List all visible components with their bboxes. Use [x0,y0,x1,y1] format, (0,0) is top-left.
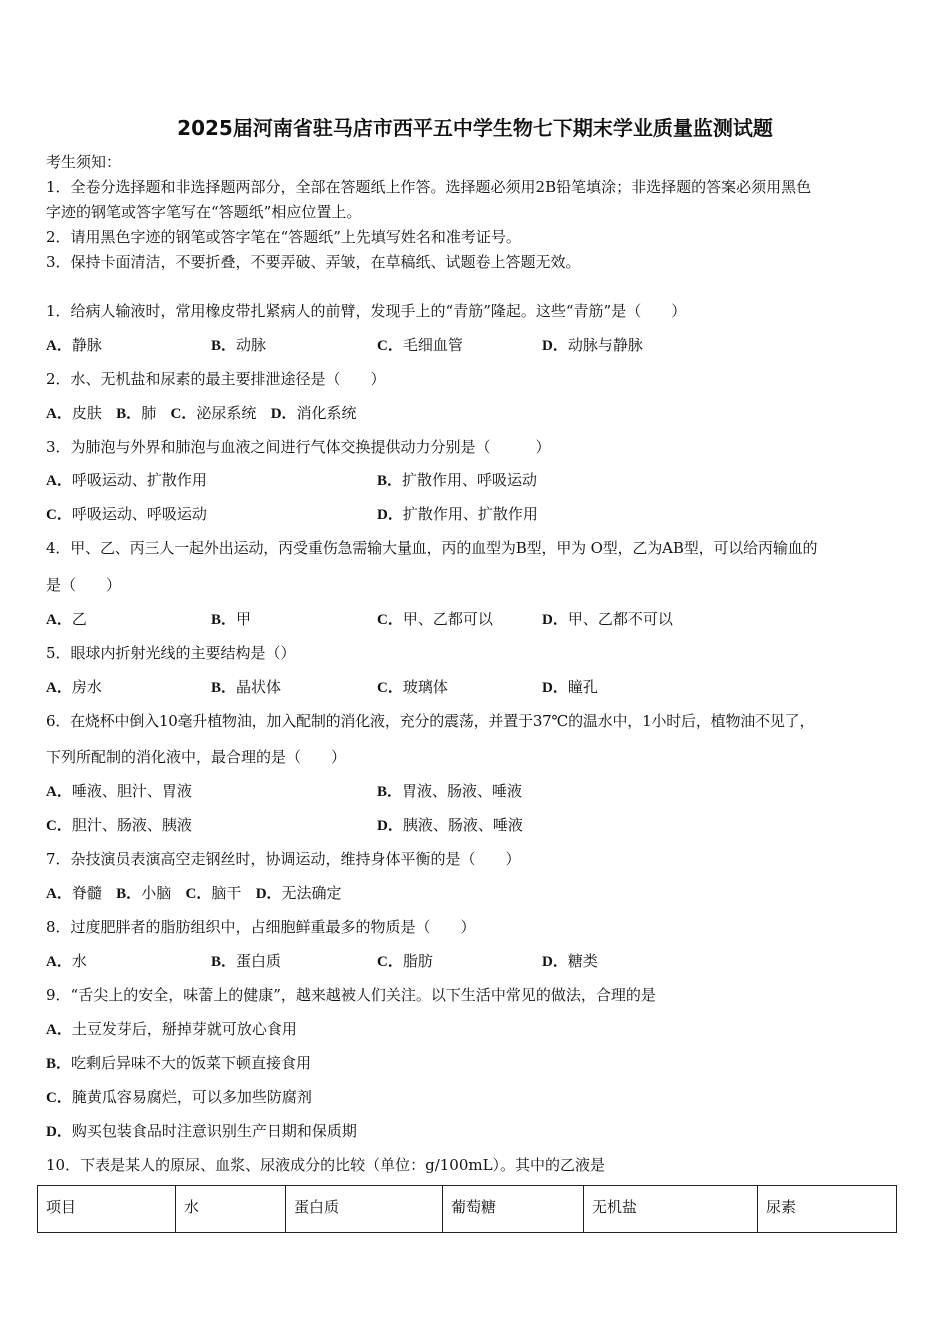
option-text: 房水 [71,678,102,696]
option-text: 肺 [141,404,157,422]
option-letter: B． [46,1056,72,1072]
option-letter: B． [377,473,403,489]
option-letter: C． [185,886,212,902]
q8-option-a [46,951,87,972]
option-text: 动脉 [236,336,267,354]
option-letter: C． [46,507,72,523]
q6-option-b [377,781,522,802]
q9-option-d [46,1121,357,1142]
q4-option-a [46,609,87,630]
option-letter: A． [46,784,72,800]
option-letter: B． [377,784,403,800]
q1-option-b [211,335,266,356]
page-title: 2025届河南省驻马店市西平五中学生物七下期末学业质量监测试题 [177,116,773,140]
q9-option-a [46,1019,297,1040]
question-2-stem: 2．水、无机盐和尿素的最主要排泄途径是（ ） [46,370,386,388]
option-letter: C． [377,954,403,970]
option-letter: C． [170,406,197,422]
q9-option-b [46,1053,311,1074]
q5-option-c [377,677,448,698]
notice-item: 3．保持卡面清洁，不要折叠，不要弄破、弄皱，在草稿纸、试题卷上答题无效。 [46,253,581,271]
option-text: 玻璃体 [402,678,448,696]
notice-item: 2．请用黑色字迹的钢笔或答字笔在“答题纸”上先填写姓名和准考证号。 [46,228,521,246]
option-text: 瞳孔 [567,678,598,696]
q5-option-a [46,677,102,698]
question-10-stem: 10．下表是某人的原尿、血浆、尿液成分的比较（单位：g/100mL）。其中的乙液是 [46,1156,606,1174]
option-text: 皮肤 [71,404,102,422]
q4-option-c [377,609,493,630]
option-letter: D． [542,612,568,628]
option-letter: B． [211,954,237,970]
option-text: 甲、乙都可以 [402,610,493,628]
question-8-stem: 8．过度肥胖者的脂肪组织中，占细胞鲜重最多的物质是（ ） [46,918,476,936]
option-letter: A． [46,954,72,970]
option-letter: B． [211,612,237,628]
q5-option-b [211,677,281,698]
option-text: 泌尿系统 [196,404,257,422]
q6-option-d [377,815,523,836]
option-letter: C． [377,338,403,354]
q3-option-d [377,504,538,525]
q3-option-a [46,470,207,491]
table-header-cell: 水 [176,1186,286,1233]
option-letter: D． [542,680,568,696]
question-3-stem: 3．为肺泡与外界和肺泡与血液之间进行气体交换提供动力分别是（ ） [46,438,551,456]
option-letter: C． [377,680,403,696]
option-text: 甲 [236,610,252,628]
option-letter: D． [542,338,568,354]
q2-options-row [46,403,357,424]
option-letter: D． [377,818,403,834]
q3-option-c [46,504,207,525]
option-text: 购买包装食品时注意识别生产日期和保质期 [71,1122,357,1140]
option-letter: B． [211,338,237,354]
option-text: 糖类 [567,952,598,970]
option-letter: B． [116,886,142,902]
q1-option-d [542,335,643,356]
table-header-cell: 尿素 [758,1186,897,1233]
q9-option-c [46,1087,312,1108]
option-text: 水 [71,952,87,970]
notice-heading: 考生须知： [46,153,122,171]
q4-option-d [542,609,673,630]
option-letter: B． [211,680,237,696]
q3-option-b [377,470,537,491]
composition-table [37,1185,897,1233]
option-letter: A． [46,886,72,902]
option-text: 蛋白质 [236,952,282,970]
option-letter: A． [46,338,72,354]
question-4-stem-cont: 是（ ） [46,576,122,594]
option-letter: C． [46,818,72,834]
option-text: 动脉与静脉 [567,336,643,354]
q8-option-b [211,951,281,972]
option-text: 消化系统 [296,404,357,422]
option-letter: A． [46,406,72,422]
option-letter: D． [377,507,403,523]
option-letter: D． [46,1124,72,1140]
option-text: 毛细血管 [402,336,463,354]
table-header-cell: 无机盐 [584,1186,758,1233]
option-text: 小脑 [141,884,172,902]
option-letter: D． [255,886,282,902]
q6-option-a [46,781,192,802]
question-1-stem: 1．给病人输液时，常用橡皮带扎紧病人的前臂，发现手上的“青筋”隆起。这些“青筋”是（ ） [46,302,687,320]
option-text: 胰液、肠液、唾液 [402,816,523,834]
q5-option-d [542,677,598,698]
option-text: 呼吸运动、扩散作用 [71,471,207,489]
option-text: 甲、乙都不可以 [567,610,673,628]
table-header-cell: 项目 [38,1186,176,1233]
option-text: 胃液、肠液、唾液 [402,782,523,800]
option-letter: D． [270,406,297,422]
option-text: 乙 [71,610,87,628]
option-letter: A． [46,612,72,628]
option-letter: A． [46,1022,72,1038]
option-text: 扩散作用、呼吸运动 [402,471,538,489]
option-text: 唾液、胆汁、胃液 [71,782,192,800]
option-text: 腌黄瓜容易腐烂，可以多加些防腐剂 [71,1088,312,1106]
question-6-stem: 6．在烧杯中倒入10毫升植物油，加入配制的消化液，充分的震荡，并置于37℃的温水中，1小时后，植物油不见了， [46,712,815,730]
option-text: 土豆发芽后，掰掉芽就可放心食用 [71,1020,297,1038]
table-header-cell: 蛋白质 [286,1186,443,1233]
option-letter: A． [46,680,72,696]
option-text: 脂肪 [402,952,433,970]
option-text: 呼吸运动、呼吸运动 [71,505,207,523]
q1-option-a [46,335,102,356]
option-text: 晶状体 [236,678,282,696]
question-4-stem: 4．甲、乙、丙三人一起外出运动，丙受重伤急需输大量血，丙的血型为B型，甲为 O型，乙为AB型，可以给丙输血的 [46,539,818,557]
option-text: 胆汁、肠液、胰液 [71,816,192,834]
q6-option-c [46,815,192,836]
option-letter: D． [542,954,568,970]
table-header-cell: 葡萄糖 [443,1186,584,1233]
question-9-stem: 9．“舌尖上的安全，味蕾上的健康”，越来越被人们关注。以下生活中常见的做法，合理的是 [46,986,656,1004]
question-5-stem: 5．眼球内折射光线的主要结构是（） [46,644,296,662]
option-text: 无法确定 [281,884,342,902]
q8-option-c [377,951,433,972]
option-letter: B． [116,406,142,422]
option-text: 脊髓 [71,884,102,902]
option-letter: C． [377,612,403,628]
notice-item: 字迹的钢笔或答字笔写在“答题纸”相应位置上。 [46,203,362,221]
question-6-stem-cont: 下列所配制的消化液中，最合理的是（ ） [46,748,347,766]
q4-option-b [211,609,251,630]
option-text: 扩散作用、扩散作用 [402,505,538,523]
q8-option-d [542,951,598,972]
option-text: 静脉 [71,336,102,354]
option-text: 脑干 [211,884,242,902]
notice-item: 1．全卷分选择题和非选择题两部分，全部在答题纸上作答。选择题必须用2B铅笔填涂；非选择题的答案必须用黑色 [46,178,812,196]
question-7-stem: 7．杂技演员表演高空走钢丝时，协调运动，维持身体平衡的是（ ） [46,850,521,868]
option-text: 吃剩后异味不大的饭菜下顿直接食用 [71,1054,312,1072]
q7-options-row [46,883,342,904]
table-header-row [38,1186,897,1233]
option-letter: C． [46,1090,72,1106]
option-letter: A． [46,473,72,489]
q1-option-c [377,335,463,356]
